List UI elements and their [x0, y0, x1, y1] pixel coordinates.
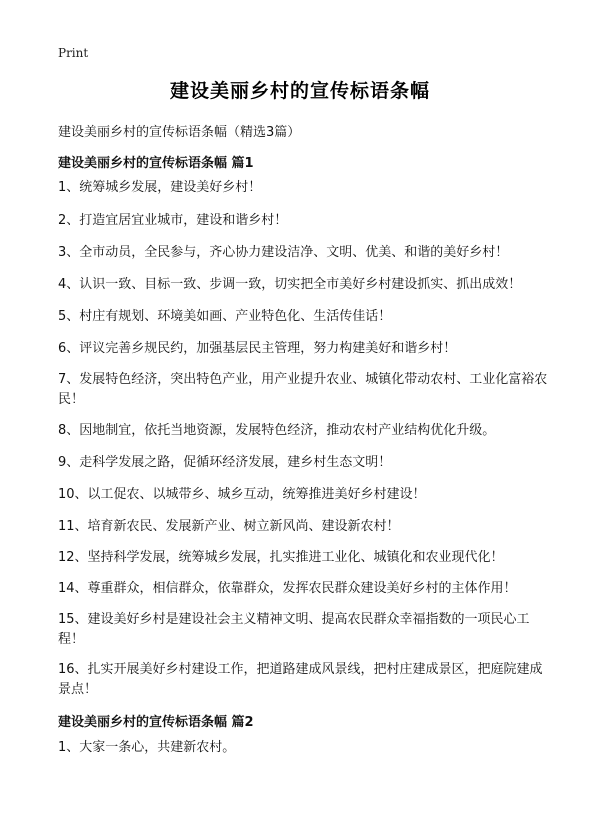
list-item: 7、发展特色经济，突出特色产业，用产业提升农业、城镇化带动农村、工业化富裕农民！: [58, 372, 548, 407]
print-link[interactable]: Print: [58, 46, 89, 60]
list-item: 15、建设美好乡村是建设社会主义精神文明、提高农民群众幸福指数的一项民心工程！: [58, 612, 530, 647]
list-item: 5、村庄有规划、环境美如画、产业特色化、生活传佳话！: [58, 309, 392, 324]
list-item: 1、大家一条心，共建新农村。: [58, 740, 236, 755]
list-item: 1、统筹城乡发展，建设美好乡村！: [58, 180, 262, 195]
list-item: 3、全市动员，全民参与，齐心协力建设洁净、文明、优美、和谐的美好乡村！: [58, 245, 509, 260]
list-item: 11、培育新农民、发展新产业、树立新风尚、建设新农村！: [58, 519, 400, 534]
list-item: 6、评议完善乡规民约，加强基层民主管理，努力构建美好和谐乡村！: [58, 341, 457, 356]
list-item: 2、打造宜居宜业城市，建设和谐乡村！: [58, 213, 288, 228]
page-title: 建设美丽乡村的宣传标语条幅: [169, 80, 430, 102]
subtitle: 建设美丽乡村的宣传标语条幅（精选3篇）: [58, 125, 301, 140]
list-item: 12、坚持科学发展，统筹城乡发展，扎实推进工业化、城镇化和农业现代化！: [58, 550, 504, 565]
list-item: 14、尊重群众，相信群众，依靠群众，发挥农民群众建设美好乡村的主体作用！: [58, 581, 517, 596]
section-heading-1: 建设美丽乡村的宣传标语条幅 篇1: [58, 156, 254, 171]
section-heading-2: 建设美丽乡村的宣传标语条幅 篇2: [58, 715, 254, 730]
list-item: 4、认识一致、目标一致、步调一致，切实把全市美好乡村建设抓实、抓出成效！: [58, 277, 522, 292]
list-item: 10、以工促农、以城带乡、城乡互动，统筹推进美好乡村建设！: [58, 487, 426, 502]
list-item: 16、扎实开展美好乡村建设工作，把道路建成风景线，把村庄建成景区，把庭院建成景点！: [58, 662, 543, 697]
list-item: 8、因地制宜，依托当地资源，发展特色经济，推动农村产业结构优化升级。: [58, 423, 496, 438]
list-item: 9、走科学发展之路，促循环经济发展，建乡村生态文明！: [58, 455, 392, 470]
